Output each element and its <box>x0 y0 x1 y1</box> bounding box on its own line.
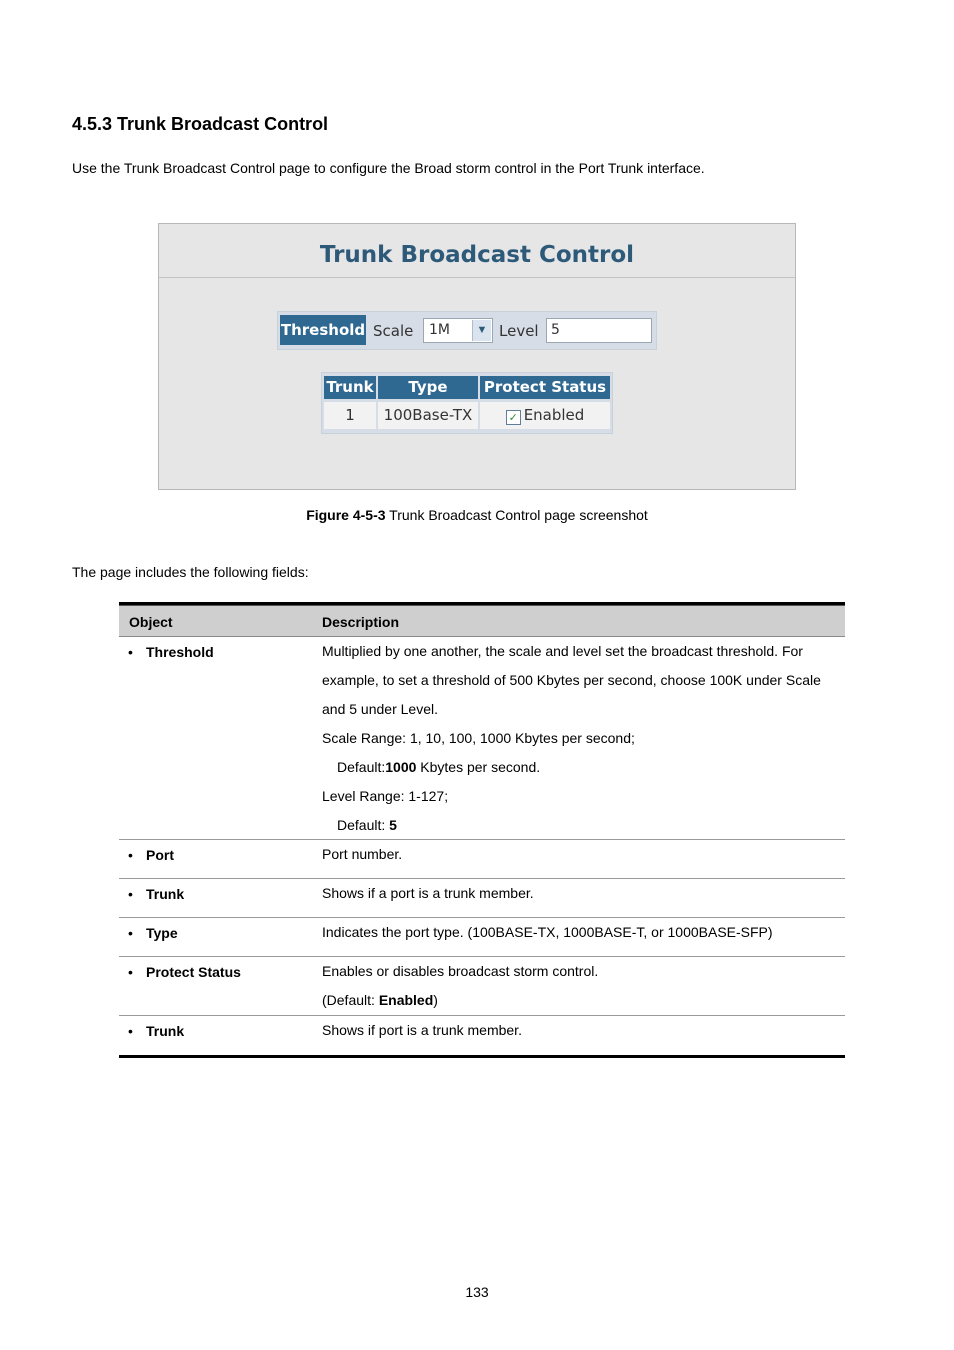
fields-intro: The page includes the following fields: <box>72 564 309 580</box>
object-name: Threshold <box>146 644 214 660</box>
scale-select[interactable] <box>423 318 493 343</box>
threshold-label: Threshold <box>280 315 366 345</box>
cell-type: 100Base-TX <box>378 402 478 429</box>
description: Shows if port is a trunk member. <box>322 1022 522 1038</box>
object-name: Protect Status <box>146 964 241 980</box>
table-row: • Trunk Shows if a port is a trunk member. <box>119 879 845 918</box>
protect-status-label: Enabled <box>523 406 585 424</box>
figure-label: Figure 4-5-3 <box>306 507 386 523</box>
figure-text: Trunk Broadcast Control page screenshot <box>385 507 648 523</box>
section-heading: 4.5.3 Trunk Broadcast Control <box>72 114 329 134</box>
description: Multiplied by one another, the scale and level set the broadcast threshold. For example, to set a threshold of 500 Kbytes per second, choose 100K under Scale and 5 under Level. Scale Range: 1, 10, 100, 1000 Kbytes per second; Default:1000 Kbytes per second. Level Range: 1-127; Default: 5 <box>322 643 821 833</box>
trunk-table <box>321 372 613 434</box>
page-number: 133 <box>465 1284 489 1300</box>
object-name: Type <box>146 925 178 941</box>
level-input[interactable]: 5 <box>546 318 652 343</box>
object-name: Trunk <box>146 886 185 902</box>
col-trunk: Trunk <box>324 376 376 399</box>
table-row: • Trunk Shows if port is a trunk member. <box>119 1016 845 1054</box>
object-name: Port <box>146 847 174 863</box>
description: Shows if a port is a trunk member. <box>322 885 534 901</box>
chevron-down-icon[interactable]: ▼ <box>472 320 491 341</box>
fields-table <box>119 602 845 1058</box>
scale-label: Scale <box>373 322 414 340</box>
header-object: Object <box>129 614 173 630</box>
table-header <box>119 605 845 637</box>
description: Indicates the port type. (100BASE-TX, 1000BASE-T, or 1000BASE-SFP) <box>322 924 773 940</box>
table-row: • Type Indicates the port type. (100BASE-TX, 1000BASE-T, or 1000BASE-SFP) <box>119 918 845 957</box>
object-name: Trunk <box>146 1023 185 1039</box>
protect-status-checkbox[interactable]: ✓ <box>506 410 521 425</box>
intro-paragraph: Use the Trunk Broadcast Control page to configure the Broad storm control in the Port Trunk interface. <box>72 160 705 176</box>
description: Port number. <box>322 846 403 862</box>
figure-caption <box>0 507 954 523</box>
level-label: Level <box>499 322 539 340</box>
col-protect-status: Protect Status <box>480 376 610 399</box>
table-row: • Protect Status Enables or disables broadcast storm control. (Default: Enabled) <box>119 957 845 1016</box>
description: Enables or disables broadcast storm control. (Default: Enabled) <box>322 963 599 1008</box>
table-row: • Threshold Multiplied by one another, the scale and level set the broadcast threshold. For example, to set a threshold of 500 Kbytes per second, choose 100K under Scale and 5 under Level. Scale Range: 1, 10, 100, 1000 Kbytes per second; Default:1000 Kbytes per second. Level Range: 1-127; Default: 5 <box>119 637 845 840</box>
screenshot-title: Trunk Broadcast Control <box>159 224 795 278</box>
table-row: • Port Port number. <box>119 840 845 879</box>
col-type: Type <box>378 376 478 399</box>
header-description: Description <box>322 614 400 630</box>
scale-value: 1M <box>429 322 450 338</box>
threshold-bar <box>277 311 657 350</box>
cell-protect-status <box>480 402 610 429</box>
cell-trunk: 1 <box>324 402 376 429</box>
trunk-broadcast-screenshot <box>158 223 796 490</box>
